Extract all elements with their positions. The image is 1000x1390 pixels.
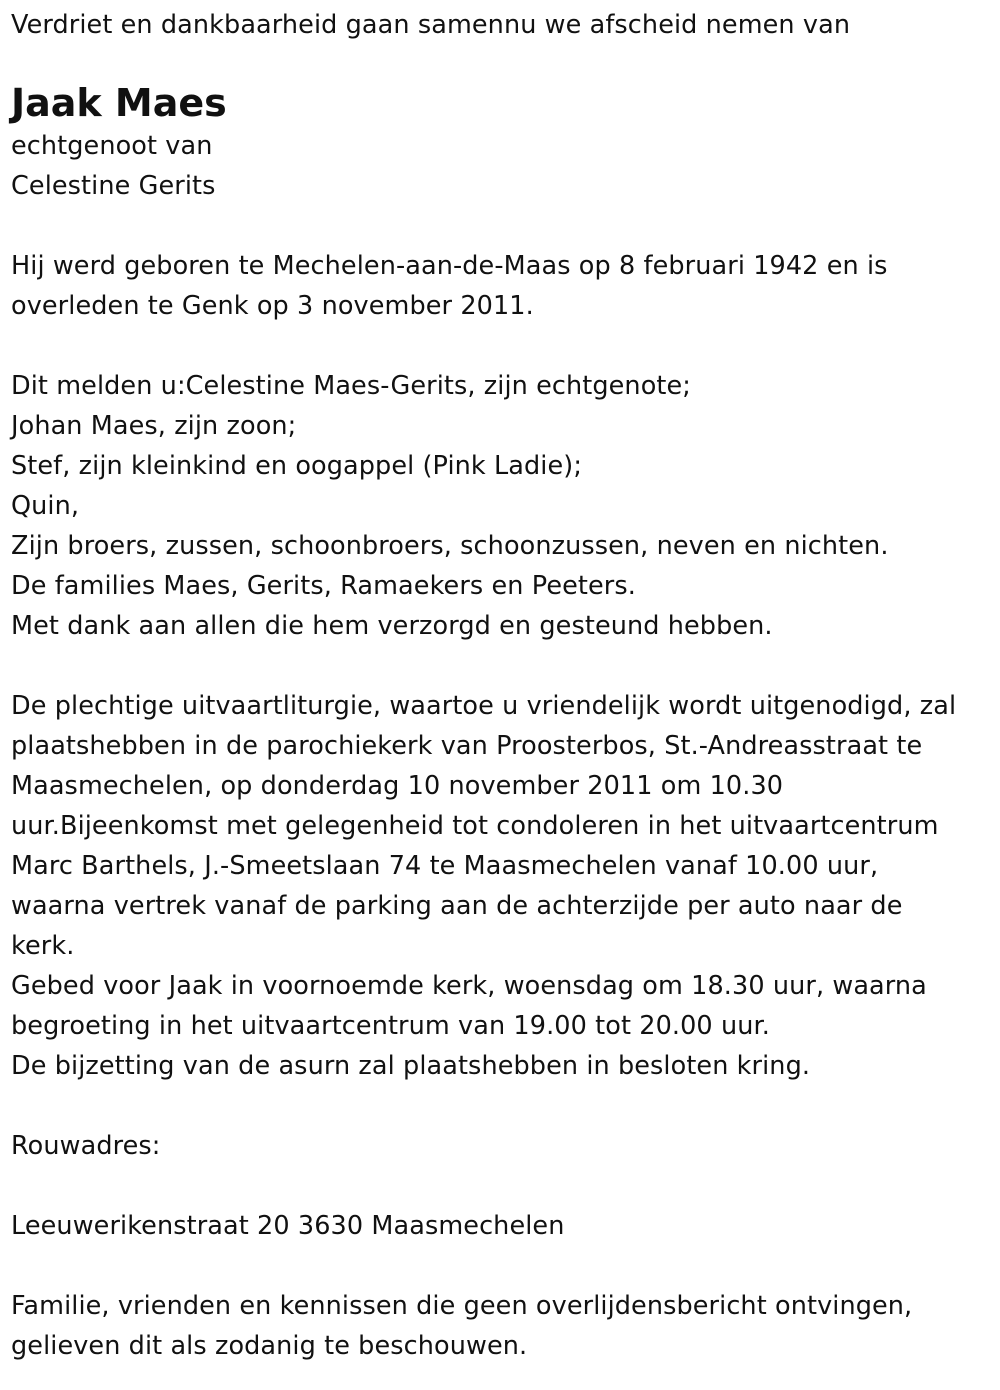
announcer-line: Met dank aan allen die hem verzorgd en gesteund hebben. [11,611,773,641]
funeral-line: Marc Barthels, J.-Smeetslaan 74 te Maasmechelen vanaf 10.00 uur, [11,851,879,881]
announcer-line: Dit melden u:Celestine Maes-Gerits, zijn echtgenote; [11,371,691,401]
address-label: Rouwadres: [11,1131,161,1161]
birth-death-line: Hij werd geboren te Mechelen-aan-de-Maas op 8 februari 1942 en is [11,251,888,281]
deceased-name: Jaak Maes [11,81,227,125]
closing-line: Familie, vrienden en kennissen die geen overlijdensbericht ontvingen, [11,1291,913,1321]
birth-death-line: overleden te Genk op 3 november 2011. [11,291,534,321]
spouse-name: Celestine Gerits [11,171,216,201]
funeral-line: kerk. [11,931,75,961]
spouse-line: echtgenoot van [11,131,213,161]
funeral-line: waarna vertrek vanaf de parking aan de achterzijde per auto naar de [11,891,903,921]
funeral-line: Gebed voor Jaak in voornoemde kerk, woensdag om 18.30 uur, waarna [11,971,927,1001]
spacer [11,1246,996,1286]
closing-line: gelieven dit als zodanig te beschouwen. [11,1331,528,1361]
spacer [11,1086,996,1126]
funeral-line: De bijzetting van de asurn zal plaatshebben in besloten kring. [11,1051,811,1081]
funeral-line: Maasmechelen, op donderdag 10 november 2011 om 10.30 [11,771,784,801]
funeral-line: begroeting in het uitvaartcentrum van 19.00 tot 20.00 uur. [11,1011,770,1041]
address-text: Leeuwerikenstraat 20 3630 Maasmechelen [11,1211,565,1241]
funeral-line: uur.Bijeenkomst met gelegenheid tot condoleren in het uitvaartcentrum [11,811,939,841]
spacer [11,646,996,686]
funeral-line: plaatshebben in de parochiekerk van Proosterbos, St.-Andreasstraat te [11,731,923,761]
announcer-line: De families Maes, Gerits, Ramaekers en Peeters. [11,571,636,601]
obituary-document [11,0,996,1366]
announcer-line: Johan Maes, zijn zoon; [11,411,297,441]
spacer [11,1166,996,1206]
announcer-line: Quin, [11,491,80,521]
spacer [11,206,996,246]
announcer-line: Zijn broers, zussen, schoonbroers, schoonzussen, neven en nichten. [11,531,889,561]
announcer-line: Stef, zijn kleinkind en oogappel (Pink Ladie); [11,451,583,481]
funeral-line: De plechtige uitvaartliturgie, waartoe u vriendelijk wordt uitgenodigd, zal [11,691,957,721]
intro-text: Verdriet en dankbaarheid gaan samennu we afscheid nemen van [11,10,851,40]
spacer [11,326,996,366]
